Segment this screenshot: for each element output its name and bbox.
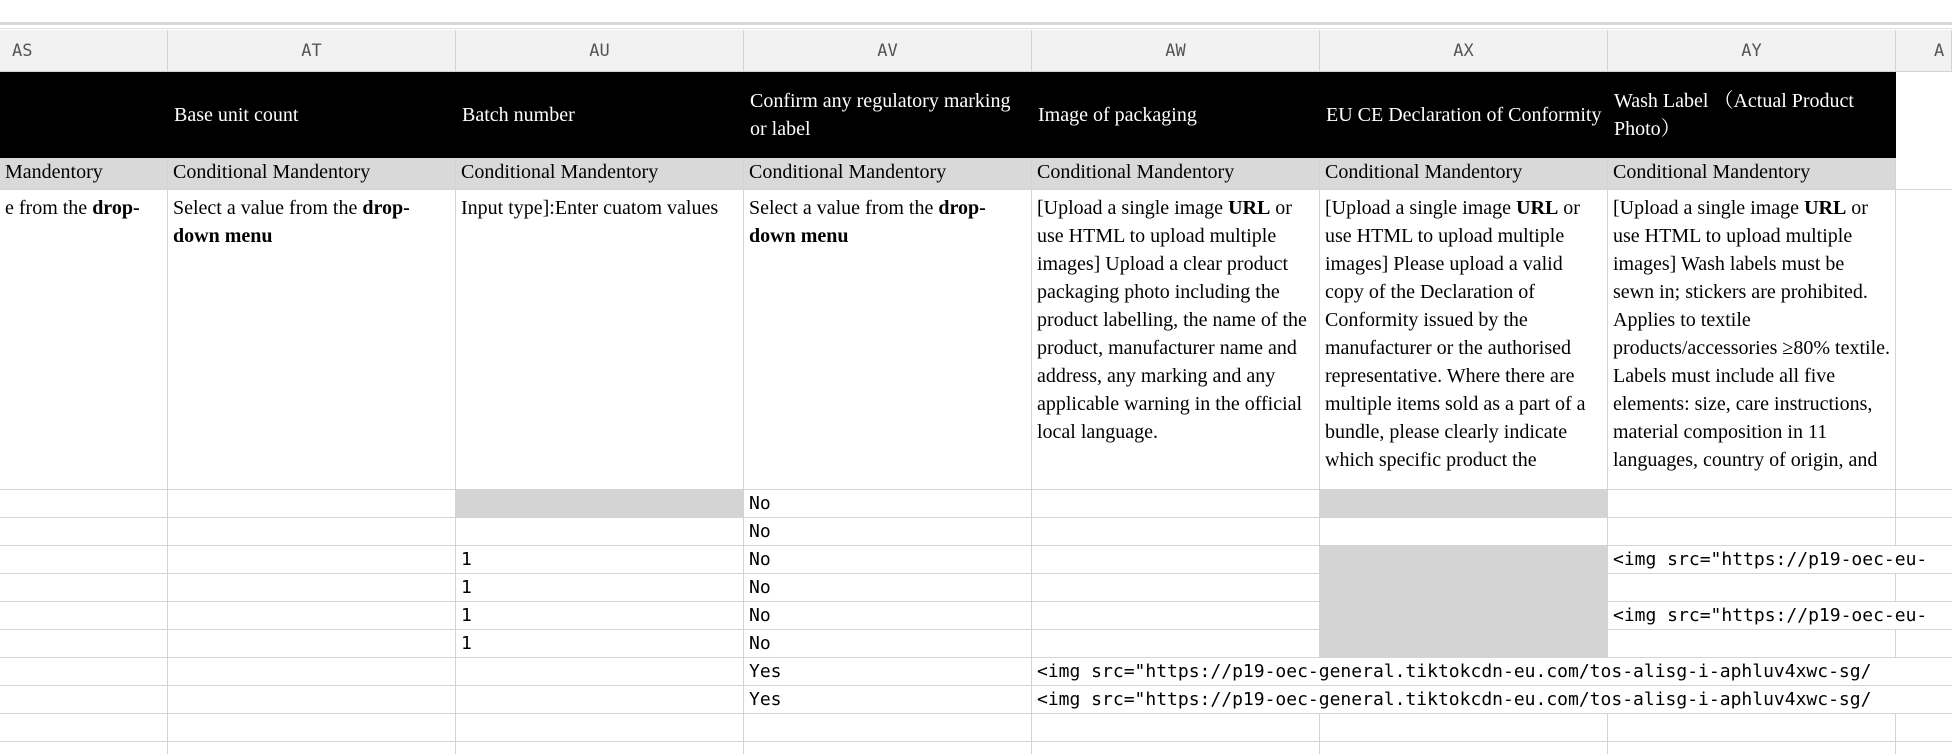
requirement-cell-as[interactable]: Mandentory [0,158,168,190]
header-cell-at[interactable]: Base unit count [168,72,456,158]
description-cell-ax[interactable] [1320,190,1608,490]
table-cell-ax[interactable] [1320,546,1608,658]
description-cell-at[interactable] [168,190,456,490]
table-cell[interactable] [1032,742,1320,754]
table-cell[interactable] [1896,574,1952,602]
description-text: Select a value from the [749,197,939,219]
table-cell[interactable] [0,714,168,742]
description-cell-as[interactable] [0,190,168,490]
table-cell[interactable] [0,518,168,546]
table-cell-av[interactable]: No [744,630,1032,658]
table-cell-aw[interactable]: <img src="https://p19-oec-general.tiktokcdn-eu.com/tos-alisg-i-aphluv4xwc-sg/ [1032,686,1952,714]
table-cell-au[interactable]: 1 [456,546,744,574]
table-cell[interactable] [168,658,456,686]
table-cell[interactable] [168,602,456,630]
table-cell[interactable] [0,686,168,714]
header-cell-ax[interactable]: EU CE Declaration of Conformity [1320,72,1608,158]
table-cell-ax[interactable] [1320,490,1608,518]
table-cell-av[interactable]: No [744,574,1032,602]
table-cell[interactable] [168,714,456,742]
table-cell[interactable] [1896,490,1952,518]
description-text: or use HTML to upload multiple images] Wash labels must be sewn in; stickers are prohibited. Applies to textile products/accessories ≥80% textile. Labels must include all five elements: size, care instructions, material composition in 11 languages, country of origin, and [1613,197,1891,471]
description-bold-text: URL [1804,197,1847,219]
description-text: [Upload a single image [1037,197,1229,219]
table-cell[interactable] [456,714,744,742]
table-cell-au[interactable]: 1 [456,630,744,658]
table-cell[interactable] [1896,630,1952,658]
description-cell-ay[interactable] [1608,190,1896,490]
header-cell-aw[interactable]: Image of packaging [1032,72,1320,158]
table-cell-aw[interactable] [1032,518,1320,546]
description-cell-av[interactable] [744,190,1032,490]
table-cell[interactable] [168,518,456,546]
table-cell-ay[interactable]: <img src="https://p19-oec-eu- [1608,546,1952,574]
table-cell-ay[interactable] [1608,518,1896,546]
table-cell-av[interactable]: No [744,602,1032,630]
description-bold-text: drop-down menu [749,197,986,247]
table-cell-ay[interactable] [1608,490,1896,518]
description-text: or use HTML to upload multiple images] Upload a clear product packaging photo including the product labelling, the name of the product, manufacturer name and address, any marking and any applicable warning in the official local language. [1037,197,1307,443]
table-cell-av[interactable]: No [744,518,1032,546]
column-header-ay[interactable]: AY [1608,30,1896,72]
table-cell[interactable] [168,490,456,518]
requirement-cell-at[interactable]: Conditional Mandentory [168,158,456,190]
column-header-next[interactable]: A [1896,30,1952,72]
table-cell-au[interactable] [456,658,744,686]
description-cell-aw[interactable] [1032,190,1320,490]
table-cell-ay[interactable] [1608,574,1896,602]
table-cell-aw[interactable] [1032,490,1320,518]
table-cell-ay[interactable] [1608,630,1896,658]
description-bold-text: drop- [92,197,140,219]
table-cell[interactable] [0,546,168,574]
requirement-cell-aw[interactable]: Conditional Mandentory [1032,158,1320,190]
requirement-cell-au[interactable]: Conditional Mandentory [456,158,744,190]
column-header-as[interactable]: AS [0,30,168,72]
table-cell-au[interactable]: 1 [456,574,744,602]
table-cell[interactable] [168,742,456,754]
table-cell[interactable] [1608,714,1896,742]
table-cell[interactable] [1320,742,1608,754]
description-text: e from the [5,197,93,219]
table-cell[interactable] [456,742,744,754]
table-cell-aw[interactable] [1032,546,1320,574]
table-cell[interactable] [1896,714,1952,742]
table-cell[interactable] [0,602,168,630]
table-cell-aw[interactable] [1032,574,1320,602]
table-cell-av[interactable]: Yes [744,686,1032,714]
table-cell[interactable] [168,686,456,714]
description-cell-au[interactable]: Input type]:Enter cuatom values [456,190,744,490]
table-cell-ax[interactable] [1320,518,1608,546]
table-cell-aw[interactable]: <img src="https://p19-oec-general.tiktokcdn-eu.com/tos-alisg-i-aphluv4xwc-sg/ [1032,658,1952,686]
table-cell[interactable] [0,630,168,658]
table-cell-au[interactable] [456,686,744,714]
table-cell-au[interactable]: 1 [456,602,744,630]
table-cell[interactable] [0,742,168,754]
table-cell[interactable] [1320,714,1608,742]
description-text: [Upload a single image [1613,197,1805,219]
table-cell[interactable] [0,490,168,518]
requirement-cell-ax[interactable]: Conditional Mandentory [1320,158,1608,190]
table-cell-au[interactable] [456,490,744,518]
toolbar-divider [0,22,1952,25]
toolbar-divider-secondary [0,28,1952,29]
table-cell-aw[interactable] [1032,630,1320,658]
table-cell[interactable] [168,630,456,658]
description-text: [Upload a single image [1325,197,1517,219]
table-cell-ay[interactable]: <img src="https://p19-oec-eu- [1608,602,1952,630]
table-cell-aw[interactable] [1032,602,1320,630]
table-cell[interactable] [744,714,1032,742]
column-header-ax[interactable]: AX [1320,30,1608,72]
requirement-cell-next[interactable] [1896,158,1952,190]
column-header-at[interactable]: AT [168,30,456,72]
description-bold-text: URL [1516,197,1559,219]
header-cell-ay[interactable]: Wash Label （Actual Product Photo） [1608,72,1896,158]
description-bold-text: drop-down menu [173,197,410,247]
table-cell-av[interactable]: Yes [744,658,1032,686]
requirement-cell-ay[interactable]: Conditional Mandentory [1608,158,1896,190]
table-cell-av[interactable]: No [744,546,1032,574]
header-cell-au[interactable]: Batch number [456,72,744,158]
table-cell[interactable] [1032,714,1320,742]
column-header-aw[interactable]: AW [1032,30,1320,72]
table-cell[interactable] [168,546,456,574]
column-header-au[interactable]: AU [456,30,744,72]
description-bold-text: URL [1228,197,1271,219]
toolbar-area [0,0,1952,30]
table-cell-au[interactable] [456,518,744,546]
table-cell-av[interactable]: No [744,490,1032,518]
table-cell[interactable] [168,574,456,602]
requirement-cell-av[interactable]: Conditional Mandentory [744,158,1032,190]
table-cell[interactable] [0,658,168,686]
column-header-av[interactable]: AV [744,30,1032,72]
description-text: or use HTML to upload multiple images] Please upload a valid copy of the Declaration of Conformity issued by the manufacturer or the authorised representative. Where there are multiple items sold as a part of a bundle, please clearly indicate which specific product the [1325,197,1586,471]
table-cell[interactable] [0,574,168,602]
header-cell-as[interactable] [0,72,168,158]
table-cell[interactable] [1896,518,1952,546]
description-cell-next[interactable] [1896,190,1952,490]
table-cell[interactable] [1608,742,1896,754]
description-text: Select a value from the [173,197,363,219]
header-cell-av[interactable]: Confirm any regulatory marking or label [744,72,1032,158]
table-cell[interactable] [744,742,1032,754]
